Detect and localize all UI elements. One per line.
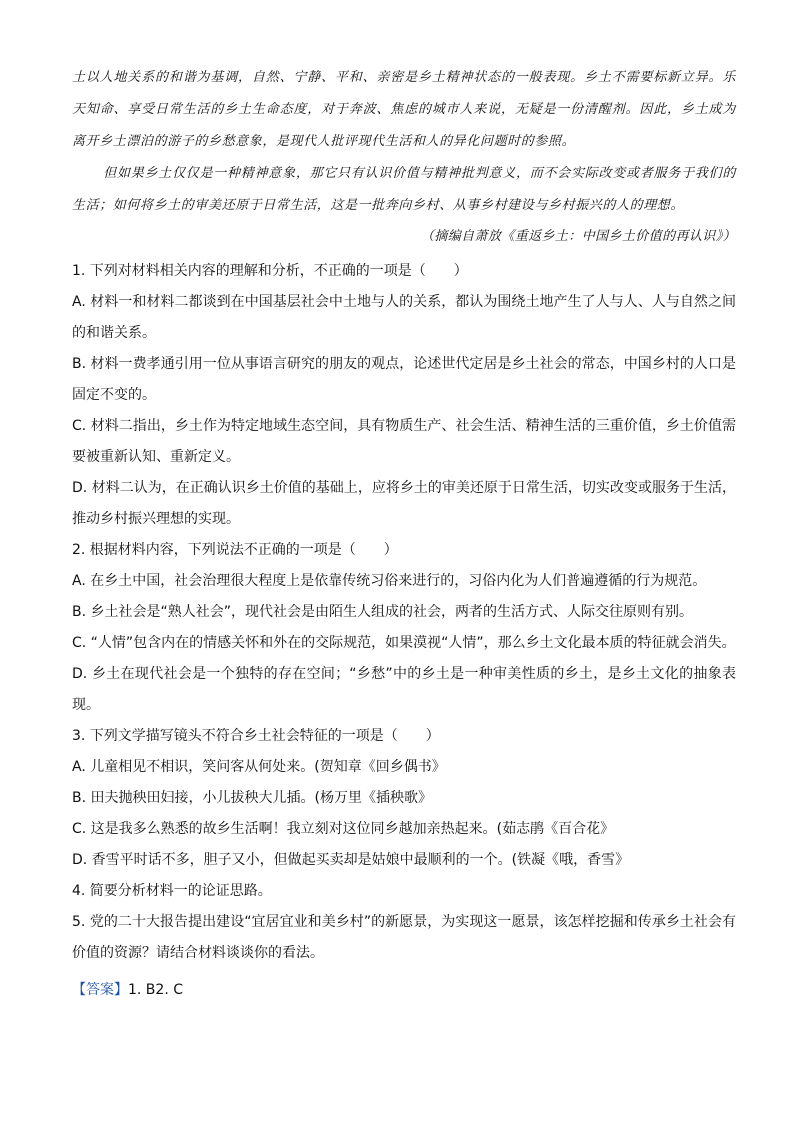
question-option: D. 香雪平时话不多，胆子又小，但做起买卖却是姑娘中最顺利的一个。(铁凝《哦，香雪》 bbox=[72, 852, 630, 868]
passage-paragraph-1: 土以人地关系的和谐为基调，自然、宁静、平和、亲密是乡土精神状态的一般表现。乡土不需要标新立异。乐天知命、享受日常生活的乡土生命态度，对于奔波、焦虑的城市人来说，无疑是一份清醒剂。因此，乡土成为离开乡土漂泊的游子的乡愁意象，是现代人批评现代生活和人的异化问题时的参照。 bbox=[72, 70, 736, 149]
question-stem: 5. 党的二十大报告提出建设“宜居宜业和美乡村”的新愿景，为实现这一愿景，该怎样挖掘和传承乡土社会有价值的资源？请结合材料谈谈你的看法。 bbox=[72, 914, 736, 961]
question-stem: 1. 下列对材料相关内容的理解和分析，不正确的一项是（ ） bbox=[72, 263, 468, 279]
passage-source: （摘编自萧放《重返乡土：中国乡土价值的再认识》） bbox=[420, 229, 736, 244]
question-stem: 2. 根据材料内容，下列说法不正确的一项是（ ） bbox=[72, 542, 398, 558]
question-5 bbox=[72, 907, 736, 969]
question-option: A. 在乡土中国，社会治理很大程度上是依靠传统习俗来进行的，习俗内化为人们普遍遵循的行为规范。 bbox=[72, 573, 707, 589]
question-stem: 3. 下列文学描写镜头不符合乡土社会特征的一项是（ ） bbox=[72, 728, 440, 744]
question-stem: 4. 简要分析材料一的论证思路。 bbox=[72, 883, 272, 899]
question-option: D. 乡土在现代社会是一个独特的存在空间；“乡愁”中的乡土是一种审美性质的乡土，是乡土文化的抽象表现。 bbox=[72, 666, 736, 713]
question-2 bbox=[72, 535, 736, 721]
answer-text: 1. B2. C bbox=[128, 982, 183, 998]
question-option: B. 田夫抛秧田妇接，小儿拔秧大儿插。(杨万里《插秧歌》 bbox=[72, 790, 432, 806]
question-4 bbox=[72, 876, 736, 907]
question-option: A. 儿童相见不相识，笑问客从何处来。(贺知章《回乡偶书》 bbox=[72, 759, 446, 775]
answer-line bbox=[72, 975, 736, 1006]
question-3 bbox=[72, 721, 736, 876]
question-option: B. 乡土社会是“熟人社会”，现代社会是由陌生人组成的社会，两者的生活方式、人际交往原则有别。 bbox=[72, 604, 694, 620]
question-1 bbox=[72, 256, 736, 535]
question-option: C. 这是我多么熟悉的故乡生活啊！我立刻对这位同乡越加亲热起来。(茹志鹃《百合花》 bbox=[72, 821, 615, 837]
answer-tag: 【答案】 bbox=[72, 982, 128, 998]
question-option: B. 材料一费孝通引用一位从事语言研究的朋友的观点，论述世代定居是乡土社会的常态，中国乡村的人口是固定不变的。 bbox=[72, 356, 736, 403]
question-option: D. 材料二认为，在正确认识乡土价值的基础上，应将乡土的审美还原于日常生活，切实改变或服务于生活，推动乡村振兴理想的实现。 bbox=[72, 480, 736, 527]
question-option: C. 材料二指出，乡土作为特定地域生态空间，具有物质生产、社会生活、精神生活的三重价值，乡土价值需要被重新认知、重新定义。 bbox=[72, 418, 736, 465]
question-option: A. 材料一和材料二都谈到在中国基层社会中土地与人的关系，都认为围绕土地产生了人与人、人与自然之间的和谐关系。 bbox=[72, 294, 736, 341]
passage-paragraph-2: 但如果乡土仅仅是一种精神意象，那它只有认识价值与精神批判意义，而不会实际改变或者服务于我们的生活；如何将乡土的审美还原于日常生活，这是一批奔向乡村、从事乡村建设与乡村振兴的人的理想。 bbox=[72, 166, 736, 213]
question-option: C. “人情”包含内在的情感关怀和外在的交际规范，如果漠视“人情”，那么乡土文化最本质的特征就会消失。 bbox=[72, 635, 736, 651]
